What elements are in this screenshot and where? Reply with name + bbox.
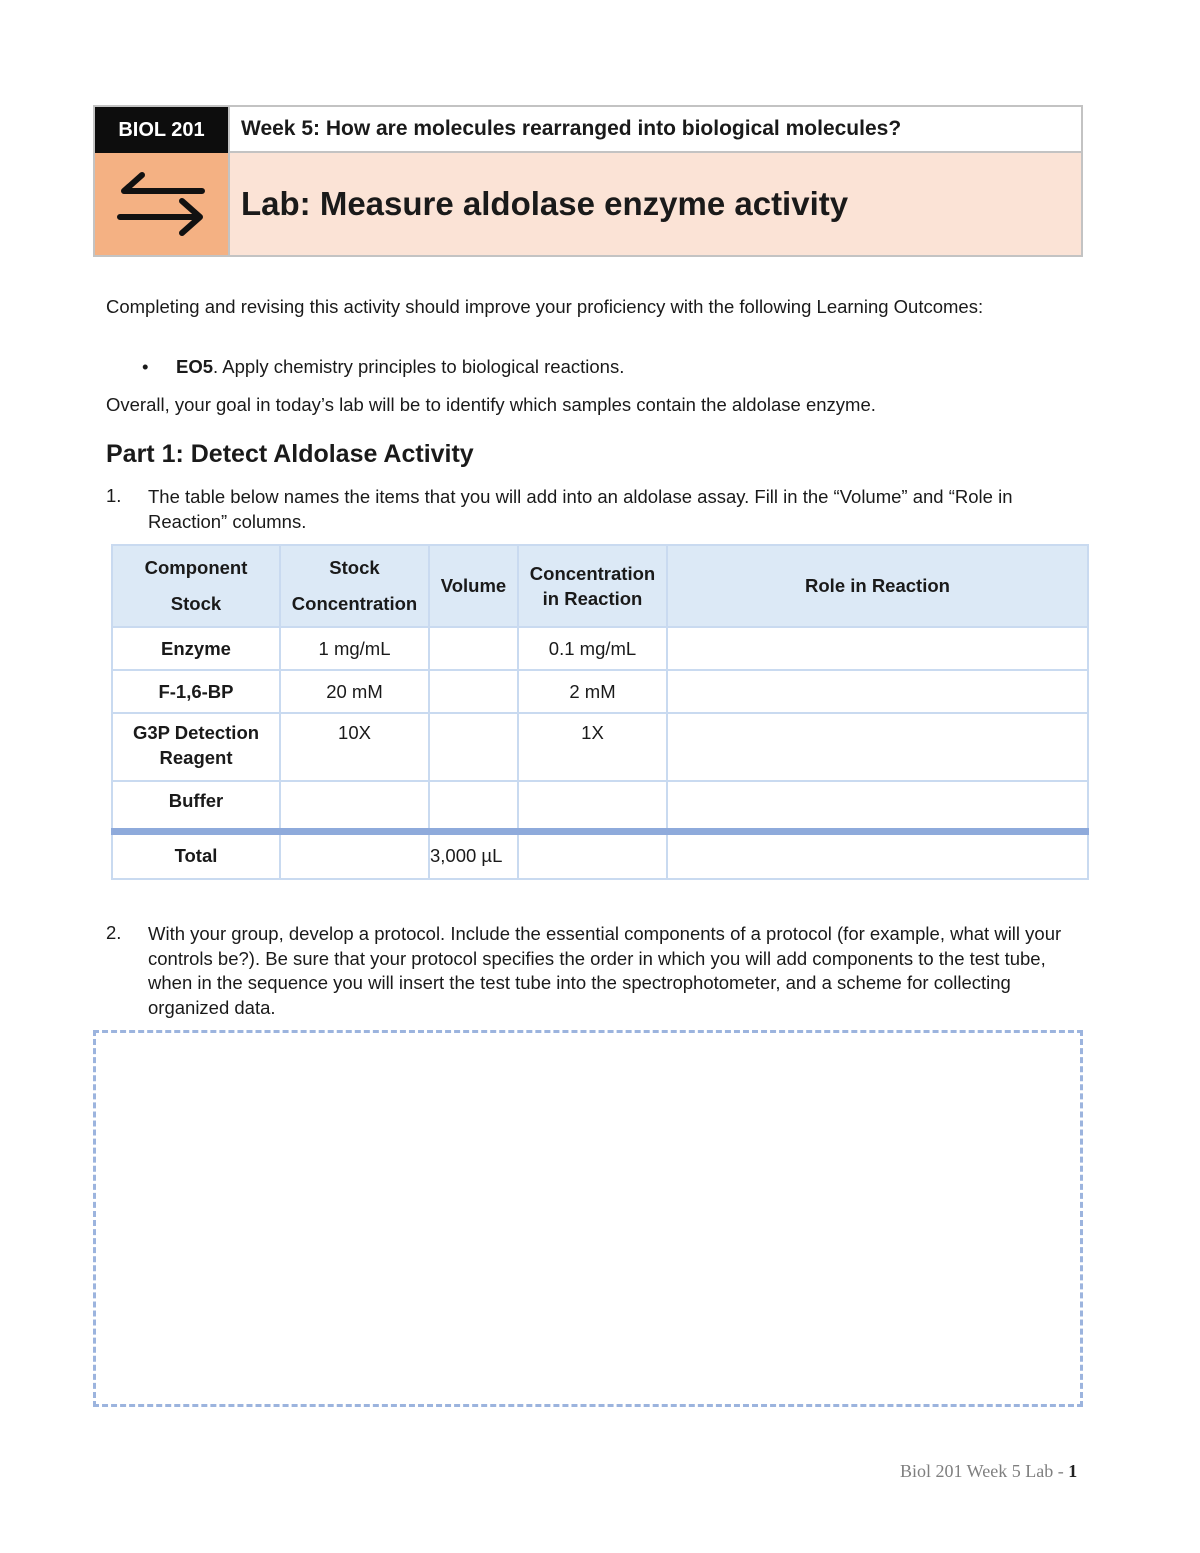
total-label: Total bbox=[112, 831, 280, 879]
outcome-code: EO5 bbox=[176, 356, 214, 377]
question-1-number: 1. bbox=[106, 485, 122, 506]
bidirectional-arrows-icon bbox=[116, 169, 208, 239]
row-stock: 10X bbox=[280, 713, 429, 781]
header-role-in-reaction: Role in Reaction bbox=[667, 545, 1088, 627]
row-conc-cell[interactable] bbox=[518, 781, 667, 831]
question-2-number: 2. bbox=[106, 922, 122, 943]
week-question: Week 5: How are molecules rearranged into biological molecules? bbox=[230, 107, 1081, 153]
row-stock: 1 mg/mL bbox=[280, 627, 429, 670]
question-1-text: The table below names the items that you will add into an aldolase assay. Fill in the “Volume” and “Role in Reaction” columns. bbox=[148, 486, 1013, 532]
assay-table bbox=[111, 544, 1089, 880]
total-role-cell[interactable] bbox=[667, 831, 1088, 879]
row-volume-cell[interactable] bbox=[429, 713, 518, 781]
table-row bbox=[112, 713, 1088, 781]
bullet-dot: • bbox=[142, 356, 149, 377]
row-role-cell[interactable] bbox=[667, 670, 1088, 713]
outcome-text: . Apply chemistry principles to biological reactions. bbox=[213, 356, 625, 377]
total-stock-cell[interactable] bbox=[280, 831, 429, 879]
header-icon-cell bbox=[95, 153, 230, 255]
row-volume-cell[interactable] bbox=[429, 670, 518, 713]
lab-header bbox=[93, 105, 1083, 257]
table-header-row bbox=[112, 545, 1088, 627]
table-row bbox=[112, 670, 1088, 713]
total-conc-cell[interactable] bbox=[518, 831, 667, 879]
row-conc: 1X bbox=[518, 713, 667, 781]
course-code: BIOL 201 bbox=[95, 107, 230, 153]
learning-outcome bbox=[176, 356, 624, 378]
question-2-text: With your group, develop a protocol. Include the essential components of a protocol (for example, what will your controls be?). Be sure that your protocol specifies the order in which you will add components to the test tube, when in the sequence you will insert the test tube into the spectrophotometer, and a scheme for collecting organized data. bbox=[148, 923, 1062, 1018]
row-conc: 0.1 mg/mL bbox=[518, 627, 667, 670]
row-volume-cell[interactable] bbox=[429, 627, 518, 670]
row-role-cell[interactable] bbox=[667, 713, 1088, 781]
row-role-cell[interactable] bbox=[667, 627, 1088, 670]
footer-text: Biol 201 Week 5 Lab - bbox=[900, 1461, 1069, 1481]
lab-title: Lab: Measure aldolase enzyme activity bbox=[230, 153, 1081, 255]
part1-heading: Part 1: Detect Aldolase Activity bbox=[106, 440, 474, 468]
table-row bbox=[112, 627, 1088, 670]
page-footer bbox=[900, 1461, 1077, 1482]
row-component: Buffer bbox=[112, 781, 280, 831]
table-total-row bbox=[112, 831, 1088, 879]
header-volume: Volume bbox=[429, 545, 518, 627]
row-volume-cell[interactable] bbox=[429, 781, 518, 831]
row-role-cell[interactable] bbox=[667, 781, 1088, 831]
outcomes-intro: Completing and revising this activity should improve your proficiency with the following Learning Outcomes: bbox=[106, 296, 984, 317]
row-stock: 20 mM bbox=[280, 670, 429, 713]
page-number: 1 bbox=[1068, 1461, 1078, 1481]
protocol-answer-box[interactable] bbox=[93, 1030, 1083, 1407]
lab-goal: Overall, your goal in today’s lab will be to identify which samples contain the aldolase enzyme. bbox=[106, 394, 876, 415]
row-component: G3P Detection Reagent bbox=[112, 713, 280, 781]
row-stock-cell[interactable] bbox=[280, 781, 429, 831]
total-volume: 3,000 µL bbox=[429, 831, 518, 879]
header-stock-concentration: Stock Concentration bbox=[280, 545, 429, 627]
table-row bbox=[112, 781, 1088, 831]
row-component: F-1,6-BP bbox=[112, 670, 280, 713]
header-component: Component Stock bbox=[112, 545, 280, 627]
header-concentration-in-reaction: Concentration in Reaction bbox=[518, 545, 667, 627]
row-component: Enzyme bbox=[112, 627, 280, 670]
row-conc: 2 mM bbox=[518, 670, 667, 713]
